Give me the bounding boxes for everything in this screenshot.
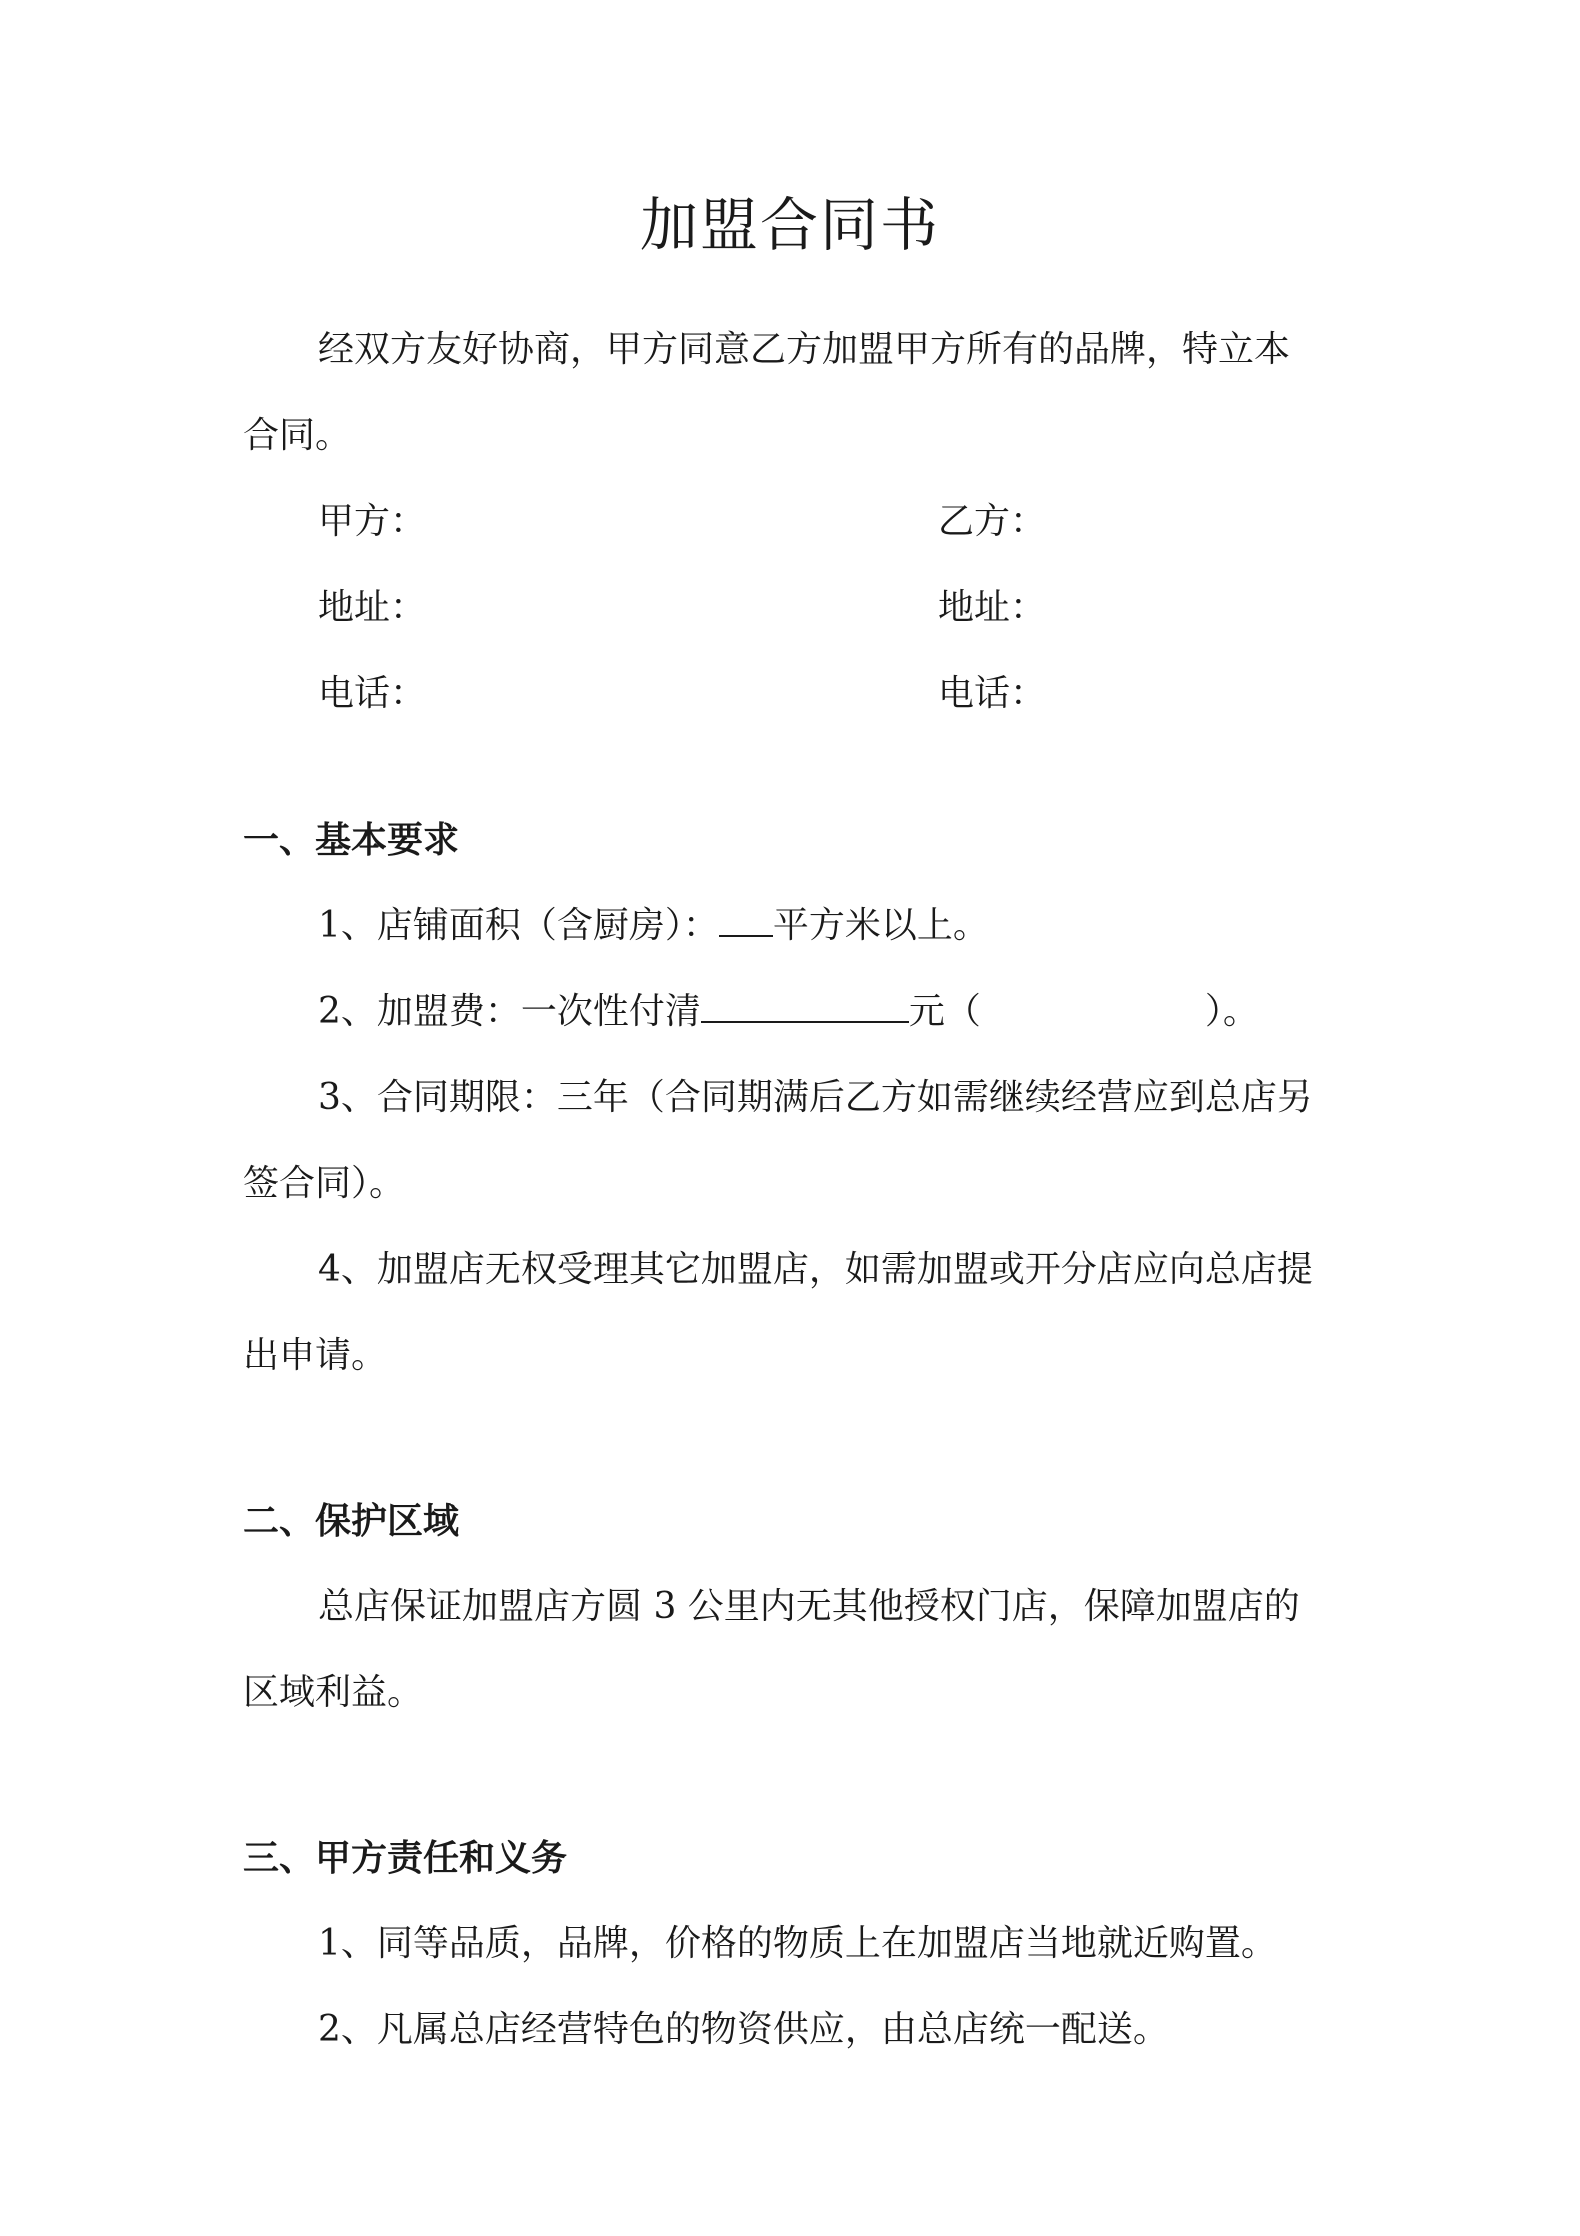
section-1-item-3-line-2: 签合同）。 — [243, 1163, 406, 1204]
section-1-item-3-line-1: 3、合同期限：三年（合同期满后乙方如需继续经营应到总店另 — [318, 1077, 1313, 1118]
party-b-label: 乙方： — [938, 501, 1047, 542]
section-1-item-1 — [318, 901, 989, 951]
fee-blank — [701, 987, 909, 1023]
area-blank — [719, 901, 773, 937]
section-1-heading: 一、基本要求 — [243, 819, 460, 861]
item-2-mid: 元（ — [908, 991, 981, 1032]
phone-b-label: 电话： — [938, 673, 1047, 714]
section-2-line-1: 总店保证加盟店方圆 3 公里内无其他授权门店，保障加盟店的 — [318, 1586, 1300, 1627]
item-1-prefix: 1、店铺面积（含厨房）： — [318, 905, 719, 946]
phone-a-label: 电话： — [318, 673, 427, 714]
item-2-suffix: ）。 — [1204, 991, 1259, 1032]
intro-line-1: 经双方友好协商，甲方同意乙方加盟甲方所有的品牌，特立本 — [318, 329, 1291, 370]
section-3-item-2: 2、凡属总店经营特色的物资供应，由总店统一配送。 — [318, 2009, 1169, 2050]
section-2-line-2: 区域利益。 — [243, 1672, 424, 1713]
section-1-item-2 — [318, 987, 1259, 1037]
party-a-label: 甲方： — [318, 501, 427, 542]
intro-line-2: 合同。 — [243, 415, 352, 456]
address-b-label: 地址： — [938, 587, 1047, 628]
item-2-prefix: 2、加盟费：一次性付清 — [318, 991, 701, 1032]
section-1-item-4-line-2: 出申请。 — [243, 1335, 388, 1376]
section-3-heading: 三、甲方责任和义务 — [243, 1837, 568, 1879]
item-1-suffix: 平方米以上。 — [772, 905, 989, 946]
section-3-item-1: 1、同等品质，品牌，价格的物质上在加盟店当地就近购置。 — [318, 1923, 1277, 1964]
section-1-item-4-line-1: 4、加盟店无权受理其它加盟店，如需加盟或开分店应向总店提 — [318, 1249, 1313, 1290]
document-title: 加盟合同书 — [639, 191, 940, 259]
section-2-heading: 二、保护区域 — [243, 1500, 460, 1542]
address-a-label: 地址： — [318, 587, 427, 628]
